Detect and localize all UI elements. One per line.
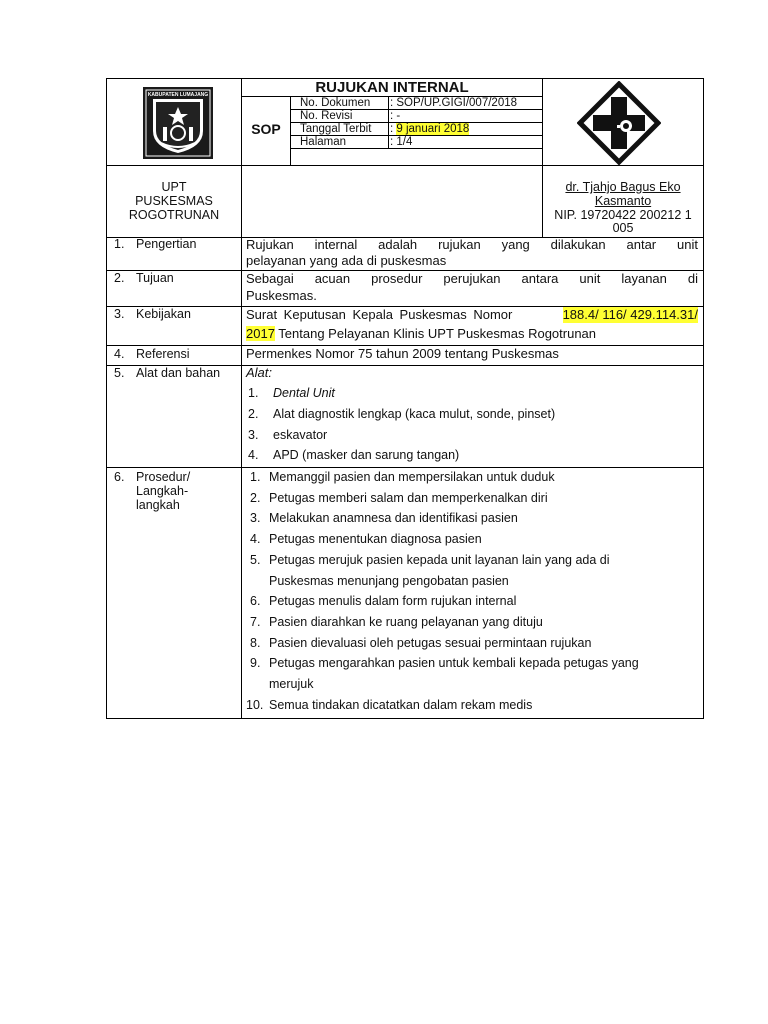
section-label-prosedur-2: Langkah- — [136, 484, 189, 498]
signatory-nip-line-2: 005 — [612, 221, 634, 235]
section-label-prosedur-3: langkah — [136, 498, 180, 512]
field-value-no-dokumen: : SOP/UP.GIGI/007/2018 — [390, 97, 517, 109]
section-label-kebijakan: Kebijakan — [136, 307, 191, 321]
field-label-no-revisi: No. Revisi — [300, 110, 353, 122]
decree-year-highlight: 2017 — [246, 326, 275, 341]
issue-date-highlight: 9 januari 2018 — [396, 123, 470, 135]
section-label-referensi: Referensi — [136, 347, 190, 361]
item-number: 1. — [248, 386, 259, 400]
field-value-tanggal-terbit — [390, 122, 469, 136]
procedure-step-text: Petugas menentukan diagnosa pasien — [269, 532, 482, 546]
field-value-halaman: : 1/4 — [390, 136, 413, 148]
section-number: 5. — [114, 366, 125, 380]
field-label-halaman: Halaman — [300, 136, 347, 148]
org-name-line-1: UPT — [161, 180, 187, 194]
section-label-tujuan: Tujuan — [136, 271, 174, 285]
list-item — [248, 448, 258, 462]
item-number: 4. — [248, 448, 259, 462]
section-label-pengertian: Pengertian — [136, 237, 197, 251]
procedure-step-text: Pasien diarahkan ke ruang pelayanan yang dituju — [269, 615, 543, 629]
decree-number-highlight: 188.4/ 116/ 429.114.31/ — [562, 307, 698, 322]
procedure-step-text: Petugas merujuk pasien kepada unit layanan lain yang ada di — [269, 553, 610, 567]
puskesmas-logo — [577, 81, 661, 165]
section-number: 2. — [114, 271, 125, 285]
list-item — [248, 428, 258, 442]
item-number: 3. — [248, 428, 259, 442]
procedure-step-number: 1. — [250, 470, 261, 484]
procedure-step-number: 2. — [250, 491, 261, 505]
procedure-step-text: Petugas mengarahkan pasien untuk kembali kepada petugas yang — [269, 656, 639, 670]
document-title: RUJUKAN INTERNAL — [315, 79, 469, 96]
tujuan-line-1: Sebagai acuan prosedur perujukan antara unit layanan di — [246, 271, 698, 286]
kebijakan-line-2 — [246, 326, 596, 342]
signatory-nip-line-1: NIP. 19720422 200212 1 — [554, 208, 692, 222]
list-item: Dental Unit — [273, 386, 335, 400]
signatory-name-text-2: Kasmanto — [594, 194, 652, 208]
kebijakan-text: Surat Keputusan Kepala Puskesmas Nomor — [246, 307, 513, 322]
procedure-step-text: Petugas memberi salam dan memperkenalkan diri — [269, 491, 548, 505]
signatory-name-line-1 — [543, 180, 703, 194]
procedure-step-number: 10. — [246, 698, 264, 712]
list-item: APD (masker dan sarung tangan) — [273, 448, 460, 462]
alat-heading: Alat: — [246, 365, 273, 380]
org-name-line-2: PUSKESMAS — [135, 194, 213, 208]
list-item — [248, 407, 258, 421]
procedure-step-number: 4. — [250, 532, 261, 546]
procedure-step-text: Pasien dievaluasi oleh petugas sesuai permintaan rujukan — [269, 636, 592, 650]
field-label-tanggal-terbit: Tanggal Terbit — [300, 123, 372, 135]
sop-label: SOP — [251, 121, 281, 137]
kebijakan-line-1 — [246, 307, 698, 323]
list-item — [248, 386, 258, 400]
procedure-step-text: Melakukan anamnesa dan identifikasi pasien — [269, 511, 518, 525]
field-value-prefix: : — [390, 123, 397, 135]
section-number: 6. — [114, 470, 125, 484]
signatory-name-line-2 — [543, 194, 703, 208]
section-number: 4. — [114, 347, 125, 361]
procedure-step-text: Semua tindakan dicatatkan dalam rekam medis — [269, 698, 533, 712]
procedure-step-text: Memanggil pasien dan mempersilakan untuk duduk — [269, 470, 555, 484]
procedure-step-number: 6. — [250, 594, 261, 608]
pengertian-line-2: pelayanan yang ada di puskesmas — [246, 253, 447, 268]
emblem-caption: KABUPATEN LUMAJANG — [147, 92, 209, 98]
section-label-alat: Alat dan bahan — [136, 366, 221, 380]
pengertian-line-1: Rujukan internal adalah rujukan yang dilakukan antar unit — [246, 237, 698, 252]
procedure-step-number: 3. — [250, 511, 261, 525]
tujuan-line-2: Puskesmas. — [246, 288, 317, 303]
item-number: 2. — [248, 407, 259, 421]
field-label-no-dokumen: No. Dokumen — [300, 97, 371, 109]
procedure-step-number: 7. — [250, 615, 261, 629]
procedure-step-number: 8. — [250, 636, 261, 650]
section-number: 1. — [114, 237, 125, 251]
section-label-prosedur-1: Prosedur/ — [136, 470, 191, 484]
procedure-step-continuation: Puskesmas menunjang pengobatan pasien — [269, 574, 509, 588]
signatory-name-text-1: dr. Tjahjo Bagus Eko — [565, 180, 681, 194]
kebijakan-line-2-text: Tentang Pelayanan Klinis UPT Puskesmas Rogotrunan — [274, 326, 597, 341]
referensi-text: Permenkes Nomor 75 tahun 2009 tentang Puskesmas — [246, 346, 559, 361]
field-value-no-revisi: : - — [390, 110, 401, 122]
section-number: 3. — [114, 307, 125, 321]
list-item: Alat diagnostik lengkap (kaca mulut, sonde, pinset) — [273, 407, 556, 421]
procedure-step-number: 5. — [250, 553, 261, 567]
procedure-step-continuation: merujuk — [269, 677, 314, 691]
procedure-step-text: Petugas menulis dalam form rujukan internal — [269, 594, 517, 608]
district-emblem-logo — [143, 87, 213, 159]
procedure-step-number: 9. — [250, 656, 261, 670]
org-name-line-3: ROGOTRUNAN — [128, 208, 220, 222]
list-item: eskavator — [273, 428, 328, 442]
